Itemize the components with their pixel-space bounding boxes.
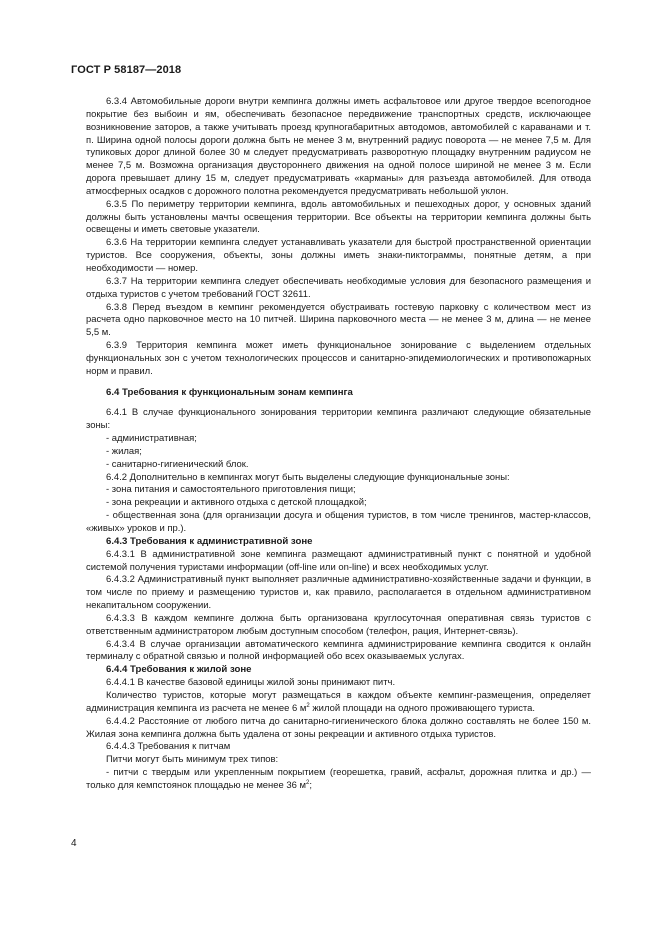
- paragraph-6-3-5: 6.3.5 По периметру территории кемпинга, вдоль автомобильных и пешеходных дорог, у основных зданий должны быть установлены мачты освещения территории. Все объекты на территории кемпинга должны быть освещены и иметь световые указатели.: [86, 198, 591, 236]
- section-heading-6-4: 6.4 Требования к функциональным зонам кемпинга: [106, 386, 353, 398]
- paragraph-6-4-3-4: 6.4.3.4 В случае организации автоматического кемпинга администрирование кемпинга сводится к онлайн терминалу с обратной связью и полной информацией обо всех оказываемых услугах.: [86, 638, 591, 663]
- paragraph-6-3-6: 6.3.6 На территории кемпинга следует устанавливать указатели для быстрой пространственной ориентации туристов. Все сооружения, объекты, зоны должны иметь знаки-пиктограммы, понятные детям, а при необходимости — номер.: [86, 237, 591, 274]
- document-header: ГОСТ Р 58187—2018: [71, 64, 182, 76]
- list-item: - административная;: [106, 433, 197, 445]
- paragraph-6-3-8: 6.3.8 Перед въездом в кемпинг рекомендуется обустраивать гостевую парковку с количеством мест из расчета одно парковочное место на 10 питчей. Ширина парковочного места — не менее 3 м, длина — не менее 5,5 м.: [86, 301, 591, 339]
- paragraph-6-3-9: 6.3.9 Территория кемпинга может иметь функциональное зонирование с выделением отдельных функциональных зон с учетом технологических процессов и санитарно-эпидемиологических и противопожарных норм и правил.: [86, 340, 591, 377]
- section-heading-6-4-3: 6.4.3 Требования к административной зоне: [106, 535, 313, 547]
- paragraph-6-4-4-3: 6.4.4.3 Требования к питчам: [106, 741, 231, 753]
- paragraph-6-4-4-2: 6.4.4.2 Расстояние от любого питча до санитарно-гигиенического блока должно составлять не более 150 м. Жилая зона кемпинга должна быть удалена от зоны рекреации и активного отдыха туристов.: [86, 715, 591, 740]
- paragraph-6-4-3-1: 6.4.3.1 В административной зоне кемпинга размещают административный пункт с понятной и удобной системой получения туристами информации (off-line или on-line) и всех необходимых услуг.: [86, 548, 591, 573]
- superscript: 2: [306, 779, 310, 786]
- page-number: 4: [71, 838, 77, 849]
- paragraph-6-4-3-3: 6.4.3.3 В каждом кемпинге должна быть организована круглосуточная оперативная связь туристов с ответственным администратором любым доступным способом (телефон, рация, Интернет-связь).: [86, 612, 591, 637]
- list-item: [86, 767, 591, 793]
- paragraph-6-4-4-1: 6.4.4.1 В качестве базовой единицы жилой зоны принимают питч.: [106, 677, 396, 689]
- list-item: - общественная зона (для организации досуга и общения туристов, в том числе тренингов, мастер-классов, «живых» уроков и пр.).: [86, 510, 591, 534]
- paragraph-6-4-1: 6.4.1 В случае функционального зонирования территории кемпинга различают следующие обязательные зоны:: [86, 407, 591, 432]
- paragraph-6-4-2: 6.4.2 Дополнительно в кемпингах могут быть выделены следующие функциональные зоны:: [106, 471, 510, 483]
- list-item: - жилая;: [106, 445, 142, 457]
- text-span: - питчи с твердым или укрепленным покрытием (георешетка, гравий, асфальт, дорожная плитка и др.) — только для кемпстоянок площадью не менее 36 м: [86, 767, 591, 791]
- text-span: жилой площади на одного проживающего туриста.: [309, 702, 535, 714]
- text-span: ;: [309, 779, 312, 791]
- paragraph-6-3-4: 6.3.4 Автомобильные дороги внутри кемпинга должны иметь асфальтовое или другое твердое всепогодное покрытие без выбоин и ям, обеспечивать безопасное передвижение транспортных средств, исключающее возникновение заторов, а также учитывать проезд крупногабаритных автодомов, автомобилей с караванами и т. п. Ширина одной полосы дороги должна быть не менее 3 м, внутренний радиус поворота — не менее 7,5 м. Для тупиковых дорог длиной более 30 м следует предусматривать разворотную площадку внутренним радиусом не менее 7,5 м. Возможна организация двустороннего движения на одной полосе шириной не менее 3 м. Если дорога превышает длину 15 м, следует предусматривать «карманы» для разъезда автомобилей. Для отвода атмосферных осадков с дорожного полотна рекомендуется предусматривать небольшой уклон.: [86, 96, 591, 197]
- paragraph-6-4-3-2: 6.4.3.2 Административный пункт выполняет различные административно-хозяйственные задачи и функции, в том числе по приему и размещению туристов и, как правило, располагается в отдельном административном некапитальном сооружении.: [86, 574, 591, 612]
- paragraph-tourist-capacity: [86, 690, 591, 716]
- list-item: - зона рекреации и активного отдыха с детской площадкой;: [106, 497, 367, 509]
- list-item: - санитарно-гигиенический блок.: [106, 458, 249, 470]
- section-heading-6-4-4: 6.4.4 Требования к жилой зоне: [106, 664, 252, 676]
- list-item: - зона питания и самостоятельного приготовления пищи;: [106, 484, 356, 496]
- superscript: 2: [306, 702, 310, 709]
- paragraph-6-3-7: 6.3.7 На территории кемпинга следует обеспечивать необходимые условия для безопасного размещения и отдыха туристов с учетом требований ГОСТ 32611.: [86, 275, 591, 300]
- text-span: Количество туристов, которые могут размещаться в каждом объекте кемпинг-размещения, определяет администрация кемпинга из расчета не менее 6 м: [86, 689, 591, 714]
- paragraph-pitch-types: Питчи могут быть минимум трех типов:: [106, 754, 279, 766]
- document-body: [86, 96, 591, 793]
